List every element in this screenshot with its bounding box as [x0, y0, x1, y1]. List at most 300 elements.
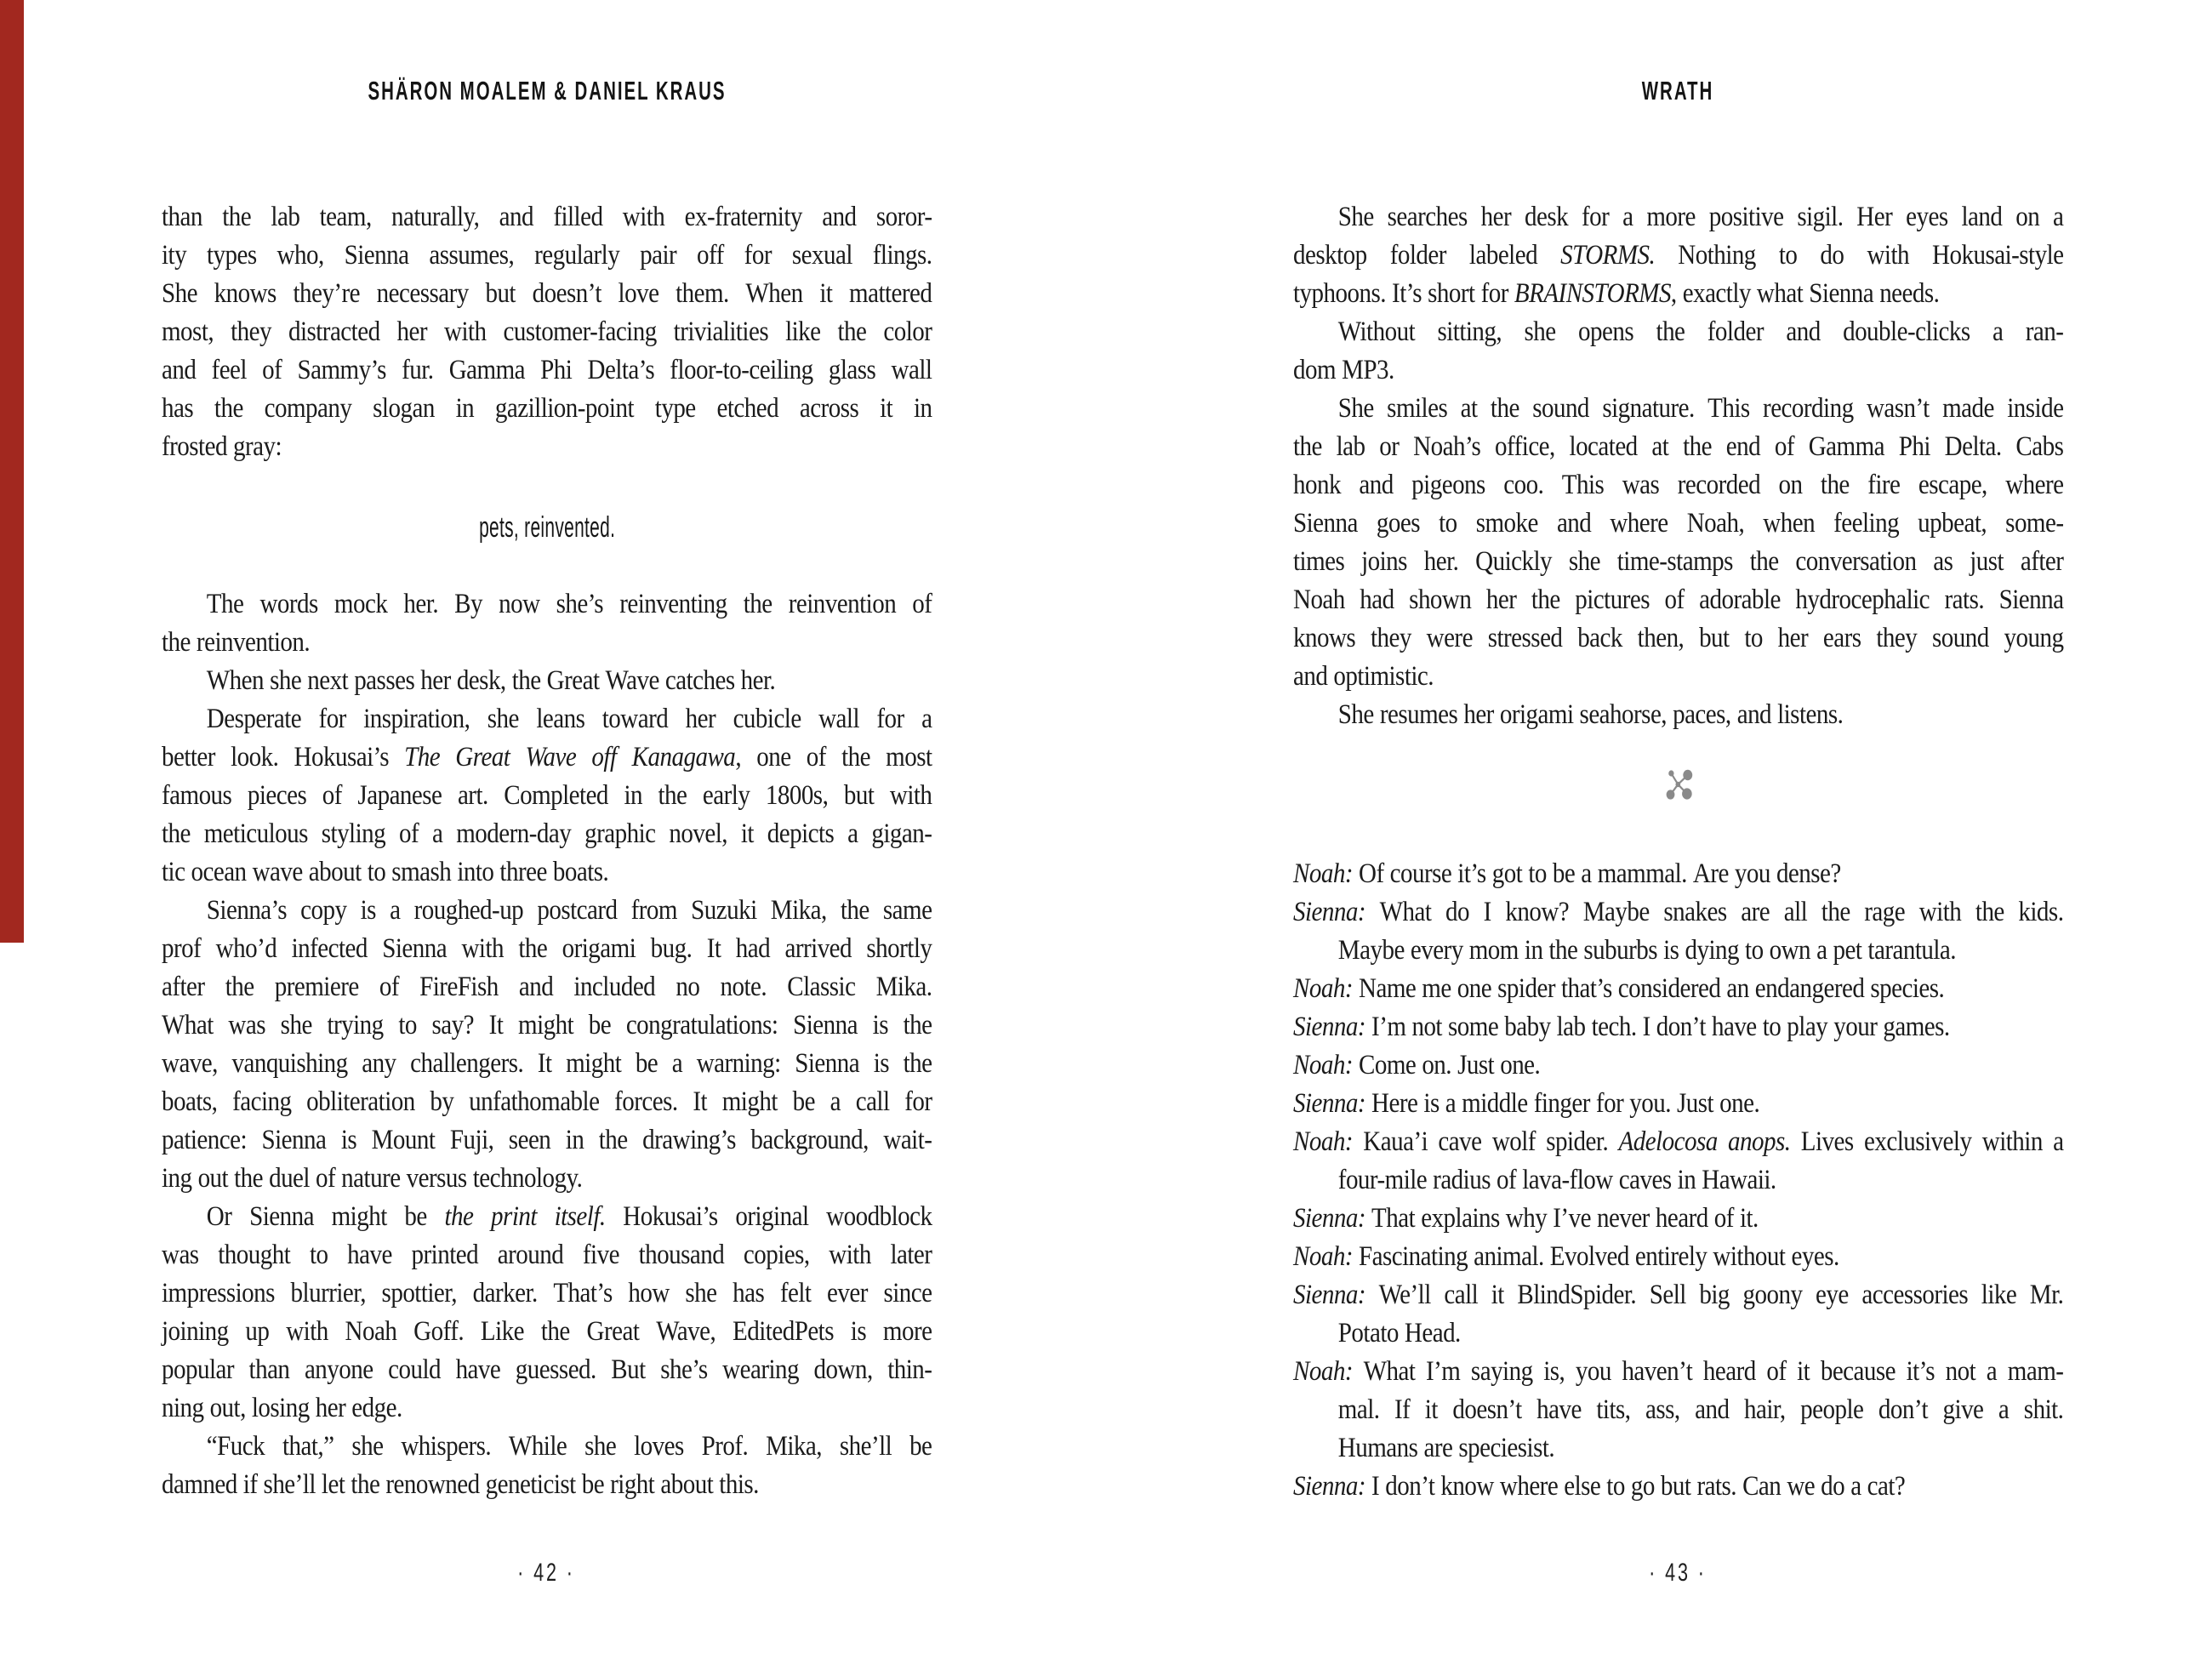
text-line — [162, 777, 932, 815]
word: company — [264, 393, 352, 424]
word: one. — [1500, 1050, 1541, 1080]
word: Wave — [605, 665, 659, 696]
word: the — [162, 627, 191, 658]
word: Delta. — [1944, 431, 2002, 462]
word: a — [1993, 316, 2004, 347]
word: tits, — [1596, 1394, 1631, 1425]
word: who, — [276, 240, 324, 271]
word: the — [1683, 431, 1712, 462]
word: it — [740, 818, 754, 849]
word: Sammy’s — [297, 355, 386, 385]
word: what — [1756, 278, 1804, 309]
word: we — [1787, 1471, 1816, 1502]
word: Sienna — [795, 1048, 860, 1079]
word: Maybe — [1582, 897, 1650, 927]
word: Gamma — [1808, 431, 1885, 462]
word: short — [1428, 278, 1475, 309]
word: a — [431, 818, 443, 849]
word: Noah, — [1686, 508, 1745, 539]
word: smash — [391, 857, 452, 887]
word: in — [565, 1125, 584, 1155]
word: pigeons — [1411, 470, 1485, 500]
word: Sell — [1649, 1280, 1686, 1310]
word: had — [1360, 584, 1394, 615]
word: a — [1998, 1394, 2010, 1425]
word: wolf — [1491, 1126, 1536, 1157]
word: infected — [291, 933, 368, 964]
word: call — [1444, 1280, 1479, 1310]
text-line — [162, 968, 932, 1006]
word: etched — [716, 393, 779, 424]
word: down, — [813, 1354, 873, 1385]
word: rage — [1864, 897, 1906, 927]
word: Noah — [1293, 584, 1345, 615]
word: Can — [1742, 1471, 1782, 1502]
word: origami — [562, 933, 636, 964]
text-line — [1293, 1429, 2064, 1468]
word: to — [1439, 508, 1457, 539]
word: necessary — [376, 278, 469, 309]
word: on. — [1422, 1050, 1452, 1080]
text-line — [162, 198, 932, 237]
word: She — [1337, 202, 1374, 232]
word: and — [822, 202, 857, 232]
word: call — [855, 1086, 890, 1117]
word: Potato — [1337, 1318, 1399, 1348]
word: warning: — [696, 1048, 781, 1079]
word: spottier, — [381, 1278, 458, 1308]
word: a — [1445, 1088, 1457, 1119]
word: unfathomable — [469, 1086, 600, 1117]
word: could — [388, 1354, 442, 1385]
word: give — [1942, 1394, 1984, 1425]
word: because — [1820, 1356, 1896, 1387]
dialogue-entry — [1293, 1046, 2064, 1085]
word: when — [1763, 508, 1816, 539]
word: the — [1531, 584, 1560, 615]
word: Sienna — [1809, 278, 1874, 309]
text-line — [162, 1121, 932, 1160]
word: Completed — [504, 780, 608, 811]
word: recording — [1763, 393, 1854, 424]
word: but — [1699, 623, 1730, 653]
word: some — [1448, 1012, 1499, 1042]
word: mal. — [1337, 1394, 1380, 1425]
word: heard — [1655, 1203, 1708, 1234]
paragraph — [1293, 313, 2064, 390]
word: Wave, — [656, 1316, 716, 1347]
word: like — [1981, 1280, 2017, 1310]
word: sigil. — [1797, 202, 1844, 232]
word: prof — [162, 933, 202, 964]
word: wait- — [883, 1125, 932, 1155]
word: This — [1707, 393, 1750, 424]
word: Noah — [345, 1316, 397, 1347]
word: eyes — [1906, 202, 1948, 232]
text-line — [1293, 932, 2064, 970]
word: paces, — [1673, 699, 1731, 730]
word: than — [162, 202, 202, 232]
word: What — [1379, 897, 1432, 927]
word: itself. — [554, 1201, 606, 1232]
text-line — [1293, 1123, 2064, 1161]
word: note. — [720, 972, 767, 1002]
running-header-title-text: WRATH — [1642, 76, 1714, 105]
word: might — [566, 1048, 622, 1079]
word: out — [197, 1163, 229, 1194]
word: lab — [1336, 431, 1365, 462]
text-line — [1293, 658, 2064, 696]
word: printed — [411, 1240, 479, 1270]
word: premiere — [274, 972, 359, 1002]
word: don’t — [1656, 1012, 1706, 1042]
word: be — [404, 1201, 427, 1232]
word: What — [1363, 1356, 1416, 1387]
word: stressed — [1487, 623, 1563, 653]
word: in — [455, 393, 475, 424]
word: let — [321, 1469, 345, 1500]
word: she’s — [556, 589, 604, 619]
word: BlindSpider. — [1517, 1280, 1637, 1310]
word: finger — [1533, 1088, 1590, 1119]
word: dying — [1685, 935, 1739, 966]
word: has — [162, 393, 194, 424]
word: knows — [1293, 623, 1356, 653]
text-line — [162, 390, 932, 428]
word: original — [735, 1201, 809, 1232]
word: she — [270, 665, 302, 696]
word: nature — [341, 1163, 401, 1194]
word: a — [2053, 202, 2064, 232]
word: pieces — [247, 780, 307, 811]
word: considered — [1617, 973, 1721, 1004]
word: shortly — [866, 933, 932, 964]
word: with — [829, 1240, 871, 1270]
word: she — [584, 1431, 617, 1462]
dialogue-entry — [1293, 1353, 2064, 1468]
word: why — [1505, 1203, 1548, 1234]
paragraph — [162, 1428, 932, 1504]
word: and — [1736, 699, 1772, 730]
word: know? — [1505, 897, 1570, 927]
word: impressions — [162, 1278, 275, 1308]
word: from — [630, 895, 677, 926]
word: her — [396, 316, 428, 347]
word: obliteration — [306, 1086, 415, 1117]
word: floor-to-ceiling — [670, 355, 813, 385]
word: types — [206, 240, 257, 271]
word: for — [904, 1086, 932, 1117]
word: tarantula. — [1867, 935, 1956, 966]
word: the — [598, 1125, 628, 1155]
word: eye — [1816, 1280, 1849, 1310]
word: it. — [1739, 1203, 1759, 1234]
word: wasn’t — [1866, 393, 1930, 424]
word: I’m — [1425, 1356, 1461, 1387]
word: times — [1293, 546, 1345, 577]
word: has — [733, 1278, 765, 1308]
text-line — [1293, 696, 2064, 734]
word: wall — [818, 704, 860, 734]
word: Sienna — [793, 1010, 858, 1040]
word: ex-fraternity — [684, 202, 802, 232]
word: she — [1524, 316, 1556, 347]
word: was — [1622, 470, 1660, 500]
word: her — [1485, 584, 1517, 615]
word: better — [162, 742, 215, 772]
dialogue-entry — [1293, 1276, 2064, 1353]
word: a — [390, 895, 401, 926]
company-slogan-text: pets, reinvented. — [478, 511, 615, 544]
word: coo. — [1503, 470, 1544, 500]
word: mam- — [2007, 1356, 2064, 1387]
word: tic — [162, 857, 185, 887]
word: heard — [1702, 1356, 1756, 1387]
word: of — [1497, 1165, 1517, 1195]
word: she’s — [660, 1354, 708, 1385]
word: MP3. — [1342, 355, 1394, 385]
word: customer-facing — [503, 316, 657, 347]
text-line — [162, 428, 932, 466]
word: be — [588, 1010, 612, 1040]
word: the — [540, 1316, 570, 1347]
dialogue-entry — [1293, 1085, 2064, 1123]
page-number-left-text: · 42 · — [517, 1559, 576, 1587]
word: Kanagawa, — [631, 742, 742, 772]
word: labeled — [1468, 240, 1538, 271]
word: Quickly — [1475, 546, 1553, 577]
word: of — [1664, 584, 1685, 615]
word: Phi — [1898, 431, 1930, 462]
word: Noah: — [1293, 858, 1353, 889]
word: Just — [1457, 1050, 1495, 1080]
word: Japanese — [357, 780, 442, 811]
word: blurrier, — [290, 1278, 366, 1308]
word: optimistic. — [1333, 661, 1434, 692]
word: But — [611, 1354, 646, 1385]
word: Like — [480, 1316, 525, 1347]
word: The — [206, 589, 244, 619]
word: positive — [1708, 202, 1784, 232]
word: Sienna: — [1293, 1012, 1366, 1042]
word: with — [461, 933, 505, 964]
word: the — [1548, 935, 1578, 966]
word: rats. — [1944, 584, 1985, 615]
page-number-right-text: · 43 · — [1649, 1559, 1707, 1587]
word: young — [2004, 623, 2064, 653]
word: roughed-up — [413, 895, 524, 926]
text-line — [1293, 970, 2064, 1008]
word: “Fuck — [206, 1431, 265, 1462]
word: Evolved — [1549, 1241, 1629, 1272]
word: that,” — [282, 1431, 334, 1462]
word: Mr. — [2029, 1280, 2064, 1310]
word: have — [1536, 1394, 1582, 1425]
text-line — [162, 892, 932, 930]
word: ocean — [191, 857, 247, 887]
right-page-body — [1293, 198, 2064, 1506]
word: baby — [1504, 1012, 1551, 1042]
word: to — [1744, 623, 1763, 653]
word: snakes — [1663, 897, 1727, 927]
word: had — [735, 933, 771, 964]
word: shown — [1409, 584, 1472, 615]
word: and — [162, 355, 197, 385]
word: color — [883, 316, 932, 347]
word: about — [308, 857, 362, 887]
word: is, — [1543, 1356, 1565, 1387]
text-line — [1293, 1008, 2064, 1046]
text-line — [162, 237, 932, 275]
word: Sienna: — [1293, 1203, 1366, 1234]
word: passes — [354, 665, 415, 696]
word: resumes — [1379, 699, 1458, 730]
word: art. — [457, 780, 488, 811]
word: rats. — [1696, 1471, 1737, 1502]
text-line — [162, 1236, 932, 1274]
word: explains — [1421, 1203, 1500, 1234]
word: are — [1741, 897, 1770, 927]
paragraph — [162, 892, 932, 1198]
word: bug. — [650, 933, 693, 964]
word: it — [1491, 1280, 1504, 1310]
word: Hokusai-style — [1932, 240, 2064, 271]
paragraph — [162, 662, 932, 700]
word: her — [685, 704, 716, 734]
word: in — [624, 780, 642, 811]
word: across — [799, 393, 859, 424]
word: to — [1528, 858, 1547, 889]
word: they — [231, 316, 271, 347]
word: to — [309, 1240, 328, 1270]
word: kids. — [2018, 897, 2064, 927]
word: fire — [1867, 470, 1901, 500]
word: about — [660, 1469, 714, 1500]
word: not — [1411, 1012, 1442, 1042]
word: Sienna — [382, 933, 448, 964]
word: soror- — [875, 202, 932, 232]
word: they’re — [293, 278, 361, 309]
word: in — [1524, 935, 1543, 966]
word: Here — [1371, 1088, 1418, 1119]
word: middle — [1462, 1088, 1528, 1119]
word: Wave — [525, 742, 577, 772]
word: games. — [1883, 1012, 1950, 1042]
word: double-clicks — [1843, 316, 1970, 347]
text-line — [1293, 1353, 2064, 1391]
text-line — [1293, 1276, 2064, 1314]
word: be — [1552, 858, 1576, 889]
word: mammal. — [1597, 858, 1687, 889]
word: and — [1786, 316, 1821, 347]
word: species. — [1870, 973, 1945, 1004]
word: it’s — [1457, 858, 1486, 889]
word: located — [1569, 431, 1638, 462]
word: seen — [508, 1125, 551, 1155]
word: of — [316, 1163, 336, 1194]
text-line — [162, 1428, 932, 1466]
word: vanquishing — [231, 1048, 348, 1079]
word: be — [581, 1469, 605, 1500]
word: look. — [231, 742, 279, 772]
company-slogan — [162, 509, 932, 547]
word: Hokusai’s — [294, 742, 389, 772]
word: five — [582, 1240, 619, 1270]
word: modern-day — [456, 818, 572, 849]
word: hydrocephalic — [1795, 584, 1930, 615]
word: with — [889, 780, 932, 811]
word: edge. — [351, 1393, 402, 1423]
word: postcard — [537, 895, 618, 926]
word: for — [876, 704, 904, 734]
text-line — [162, 853, 932, 892]
text-line — [1293, 1314, 2064, 1353]
word: sound — [1532, 393, 1589, 424]
word: to — [367, 857, 386, 887]
word: your — [1833, 1012, 1878, 1042]
word: Of — [1359, 858, 1384, 889]
word: background, — [750, 1125, 869, 1155]
word: boats. — [552, 857, 609, 887]
word: is — [872, 1010, 888, 1040]
text-line — [1293, 505, 2064, 543]
word: the — [743, 589, 772, 619]
word: That — [1371, 1203, 1416, 1234]
word: spider — [1497, 973, 1555, 1004]
word: desktop — [1293, 240, 1367, 271]
word: pictures — [1575, 584, 1650, 615]
word: Name — [1359, 973, 1417, 1004]
word: haven’t — [1622, 1356, 1693, 1387]
word: If — [1394, 1394, 1411, 1425]
word: We’ll — [1378, 1280, 1431, 1310]
word: This — [1561, 470, 1605, 500]
word: up — [245, 1316, 270, 1347]
word: of — [1713, 1203, 1734, 1234]
word: land — [1961, 202, 2003, 232]
word: were — [1426, 623, 1473, 653]
word: around — [497, 1240, 564, 1270]
word: and — [518, 972, 554, 1002]
text-line — [1293, 1161, 2064, 1200]
word: exactly — [1682, 278, 1751, 309]
word: I’m — [1371, 1012, 1406, 1042]
word: lab — [271, 202, 300, 232]
word: honk — [1293, 470, 1341, 500]
word: Sienna — [261, 1125, 327, 1155]
word: ever — [827, 1278, 868, 1308]
word: her — [315, 1393, 346, 1423]
word: searches — [1387, 202, 1468, 232]
text-line — [162, 1313, 932, 1351]
text-line — [162, 662, 932, 700]
word: trying — [327, 1010, 384, 1040]
word: Fascinating — [1359, 1241, 1468, 1272]
text-line — [162, 624, 932, 662]
word: lab — [1556, 1012, 1586, 1042]
word: with — [444, 316, 487, 347]
word: to — [398, 1010, 417, 1040]
word: her — [1480, 202, 1512, 232]
word: ears — [1822, 623, 1861, 653]
word: is — [850, 1316, 867, 1347]
word: While — [508, 1431, 567, 1462]
word: after — [2020, 546, 2064, 577]
text-line — [1293, 855, 2064, 893]
word: ning — [162, 1393, 204, 1423]
word: Adelocosa — [1618, 1126, 1718, 1157]
word: but — [1660, 1471, 1691, 1502]
